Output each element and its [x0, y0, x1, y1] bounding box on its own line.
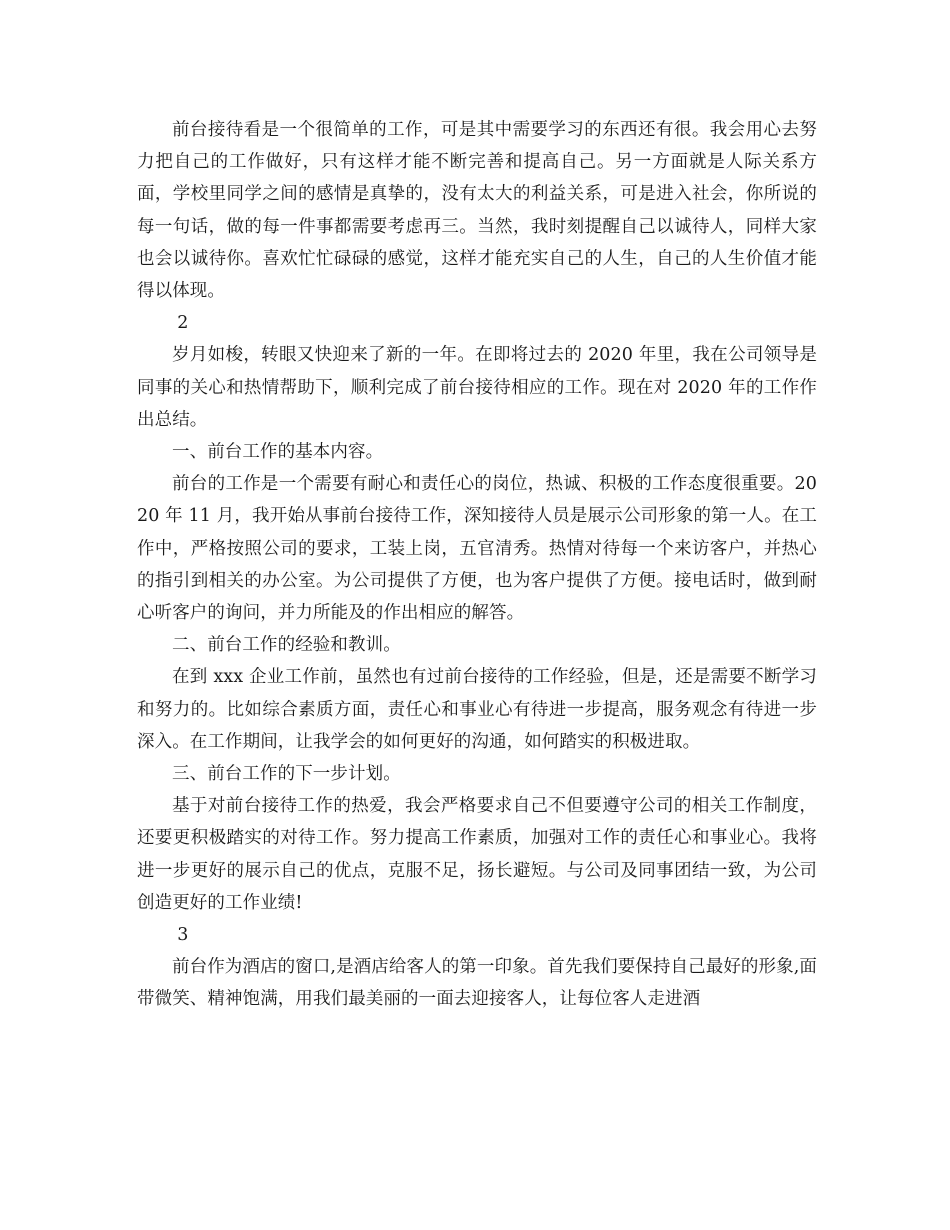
heading-next-plan: 三、前台工作的下一步计划。 [172, 764, 401, 785]
heading-experience: 二、前台工作的经验和教训。 [172, 635, 401, 656]
paragraph-1: 前台接待看是一个很简单的工作，可是其中需要学习的东西还有很。我会用心去努力把自己的工作做好，只有这样才能不断完善和提高自己。另一方面就是人际关系方面，学校里同学之间的感情是真挚的，没有太大的利益关系，可是进入社会，你所说的每一句话，做的每一件事都需要考虑再三。当然，我时刻提醒自己以诚待人，同样大家也会以诚待你。喜欢忙忙碌碌的感觉，这样才能充实自己的人生，自己的人生价值才能得以体现。 [137, 120, 817, 302]
paragraph-3: 前台的工作是一个需要有耐心和责任心的岗位，热诚、积极的工作态度很重要。2020 年 11 月，我开始从事前台接待工作，深知接待人员是展示公司形象的第一人。在工作中，严格按照公司的要求，工装上岗，五官清秀。热情对待每一个来访客户，并热心的指引到相关的办公室。为公司提供了方便，也为客户提供了方便。接电话时，做到耐心听客户的询问，并力所能及的作出相应的解答。 [137, 474, 817, 624]
section-number-3: 3 [177, 925, 189, 946]
document-body [137, 114, 817, 1016]
heading-basic-content: 一、前台工作的基本内容。 [172, 442, 384, 463]
paragraph-5: 基于对前台接待工作的热爱，我会严格要求自己不但要遵守公司的相关工作制度，还要更积极踏实的对待工作。努力提高工作素质，加强对工作的责任心和事业心。我将进一步更好的展示自己的优点，克服不足，扬长避短。与公司及同事团结一致，为公司创造更好的工作业绩! [137, 796, 817, 913]
section-number-2: 2 [177, 313, 189, 334]
paragraph-2: 岁月如梭，转眼又快迎来了新的一年。在即将过去的 2020 年里，我在公司领导是同事的关心和热情帮助下，顺利完成了前台接待相应的工作。现在对 2020 年的工作作出总结。 [137, 345, 817, 430]
paragraph-4: 在到 xxx 企业工作前，虽然也有过前台接待的工作经验，但是，还是需要不断学习和努力的。比如综合素质方面，责任心和事业心有待进一步提高，服务观念有待进一步深入。在工作期间，让我学会的如何更好的沟通，如何踏实的积极进取。 [137, 667, 817, 752]
paragraph-6: 前台作为酒店的窗口,是酒店给客人的第一印象。首先我们要保持自己最好的形象,面带微笑、精神饱满，用我们最美丽的一面去迎接客人，让每位客人走进酒 [137, 957, 817, 1010]
